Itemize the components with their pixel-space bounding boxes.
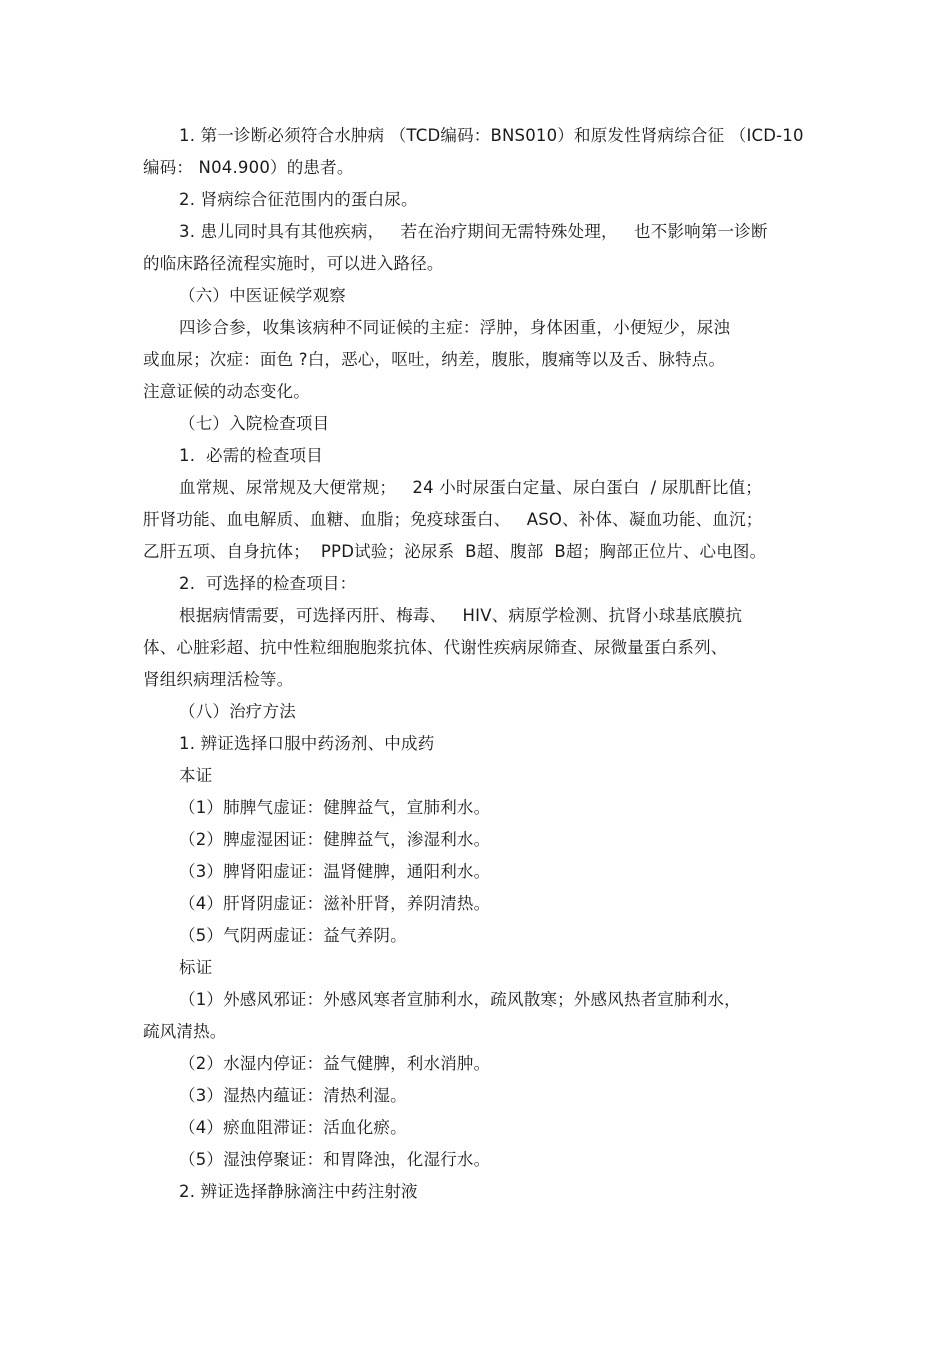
- subheading: 标证: [179, 958, 213, 977]
- text-line: 根据病情需要，可选择丙肝、梅毒、 HIV、病原学检测、抗肾小球基底膜抗: [179, 606, 743, 625]
- text-line: 四诊合参，收集该病种不同证候的主症：浮肿，身体困重，小便短少，尿浊: [179, 318, 731, 337]
- text-line: 2. 肾病综合征范围内的蛋白尿。: [179, 190, 418, 209]
- text-line: 注意证候的动态变化。: [143, 382, 310, 401]
- text-line: 乙肝五项、自身抗体； PPD试验；泌尿系 B超、腹部 B超；胸部正位片、心电图。: [143, 542, 767, 561]
- text-line: 或血尿；次症：面色 ?白，恶心，呕吐，纳差，腹胀，腹痛等以及舌、脉特点。: [143, 350, 726, 369]
- text-line: 的临床路径流程实施时，可以进入路径。: [143, 254, 444, 273]
- list-item: （2）脾虚湿困证：健脾益气，渗湿利水。: [179, 830, 491, 849]
- text-line: 肝肾功能、血电解质、血糖、血脂；免疫球蛋白、 ASO、补体、凝血功能、血沉；: [143, 510, 763, 529]
- section-heading: （六）中医证候学观察: [179, 286, 346, 305]
- section-heading: （八）治疗方法: [179, 702, 296, 721]
- list-item: （4）肝肾阴虚证：滋补肝肾，养阴清热。: [179, 894, 491, 913]
- subheading: 本证: [179, 766, 213, 785]
- list-item: （5）湿浊停聚证：和胃降浊，化湿行水。: [179, 1150, 491, 1169]
- list-item: （3）脾肾阳虚证：温肾健脾，通阳利水。: [179, 862, 491, 881]
- list-item-continuation: 疏风清热。: [143, 1022, 227, 1041]
- list-item: （3）湿热内蕴证：清热利湿。: [179, 1086, 407, 1105]
- text-line: 体、心脏彩超、抗中性粒细胞胞浆抗体、代谢性疾病尿筛查、尿微量蛋白系列、: [143, 638, 728, 657]
- list-item: （1）外感风邪证：外感风寒者宣肺利水，疏风散寒；外感风热者宣肺利水，: [179, 990, 741, 1009]
- subheading: 2. 辨证选择静脉滴注中药注射液: [179, 1182, 418, 1201]
- text-line: 血常规、尿常规及大便常规； 24 小时尿蛋白定量、尿白蛋白 / 尿肌酐比值；: [179, 478, 762, 497]
- section-heading: （七）入院检查项目: [179, 414, 330, 433]
- text-line: 肾组织病理活检等。: [143, 670, 294, 689]
- subheading: 1. 辨证选择口服中药汤剂、中成药: [179, 734, 435, 753]
- list-item: （5）气阴两虚证：益气养阴。: [179, 926, 407, 945]
- subheading: 1. 必需的检查项目: [179, 446, 323, 465]
- text-line: 编码： N04.900）的患者。: [143, 158, 354, 177]
- text-line: 3. 患儿同时具有其他疾病， 若在治疗期间无需特殊处理， 也不影响第一诊断: [179, 222, 768, 241]
- list-item: （2）水湿内停证：益气健脾，利水消肿。: [179, 1054, 491, 1073]
- subheading: 2. 可选择的检查项目：: [179, 574, 357, 593]
- text-line: 1. 第一诊断必须符合水肿病 （TCD编码：BNS010）和原发性肾病综合征 （ICD-10: [179, 126, 804, 145]
- list-item: （4）瘀血阻滞证：活血化瘀。: [179, 1118, 407, 1137]
- list-item: （1）肺脾气虚证：健脾益气，宣肺利水。: [179, 798, 491, 817]
